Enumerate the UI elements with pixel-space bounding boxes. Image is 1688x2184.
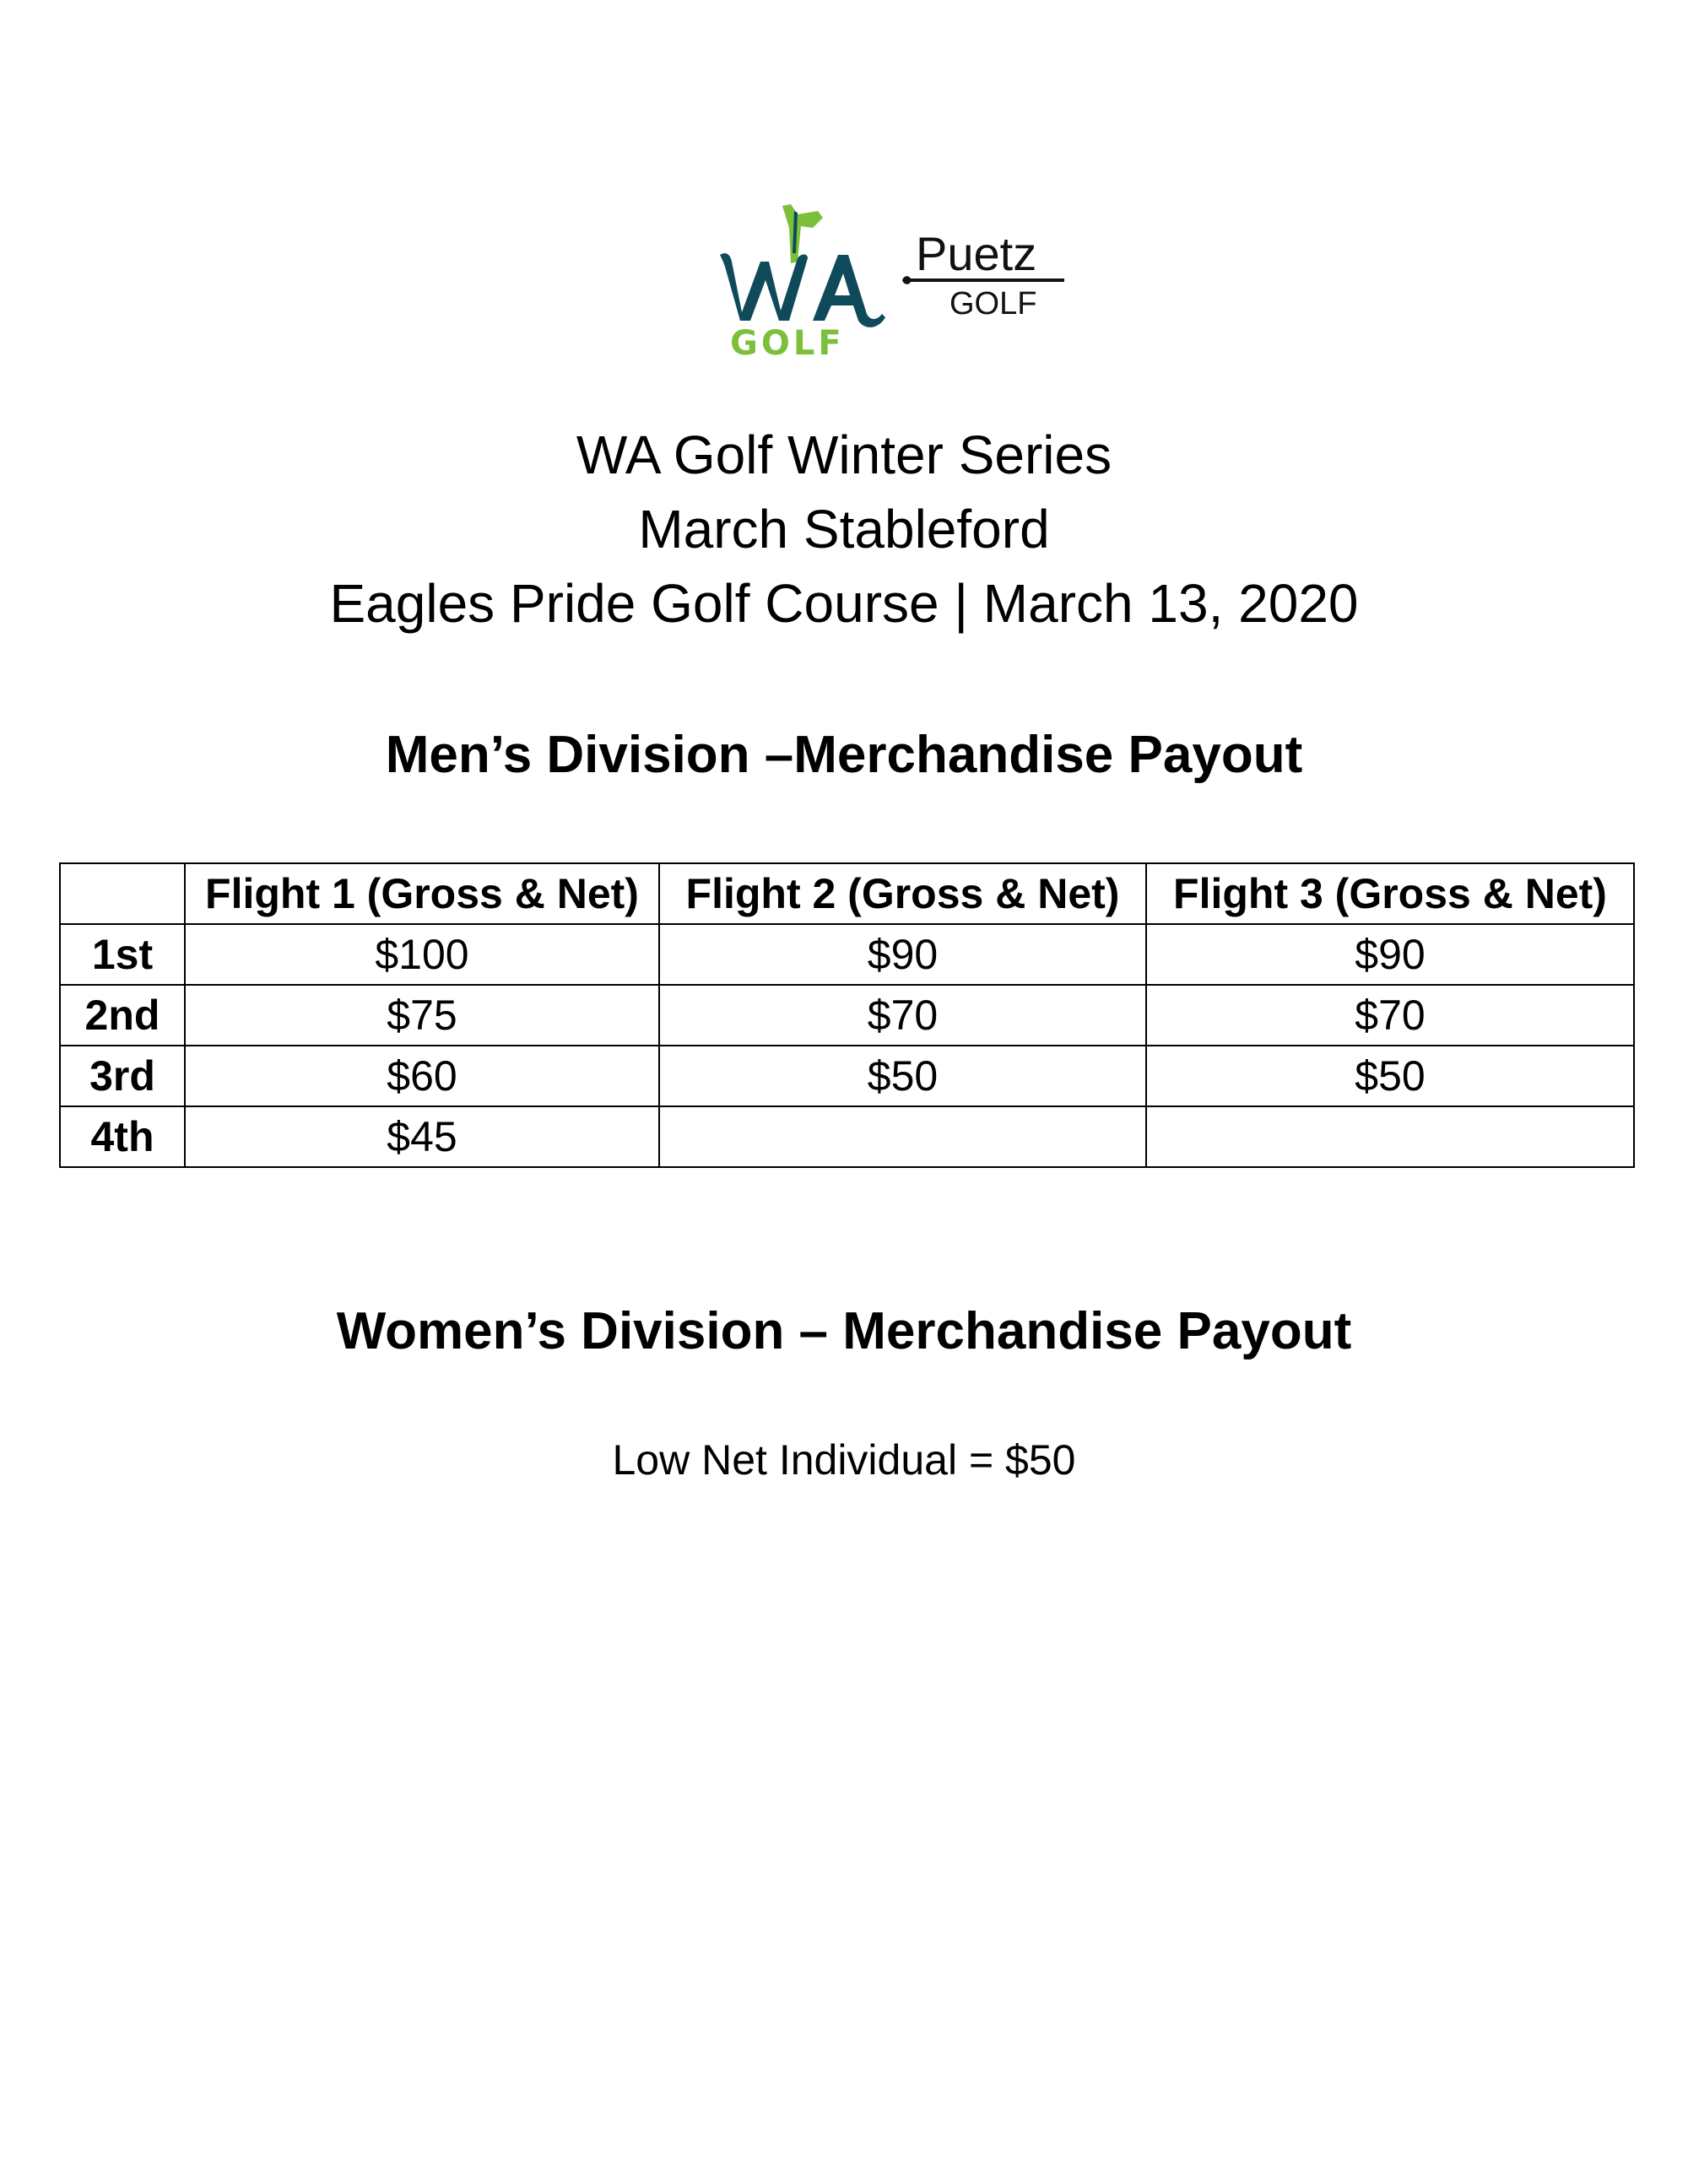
table-header-row — [60, 863, 1634, 924]
column-header-flight-3: Flight 3 (Gross & Net) — [1146, 863, 1634, 924]
payout-cell: $45 — [185, 1106, 659, 1167]
payout-cell — [1146, 1106, 1634, 1167]
wa-golf-logo-subtext: GOLF — [730, 324, 845, 363]
table-row — [60, 924, 1634, 985]
mens-payout-table — [59, 862, 1635, 1168]
column-header-place — [60, 863, 185, 924]
table-row — [60, 1046, 1634, 1106]
event-header — [0, 418, 1688, 641]
place-cell: 1st — [60, 924, 185, 985]
wa-golf-logo — [713, 203, 890, 363]
table-row — [60, 1106, 1634, 1167]
event-format: March Stableford — [638, 499, 1050, 560]
payout-cell: $75 — [185, 985, 659, 1046]
place-cell: 4th — [60, 1106, 185, 1167]
payout-cell: $100 — [185, 924, 659, 985]
payout-cell: $60 — [185, 1046, 659, 1106]
table-row — [60, 985, 1634, 1046]
series-title: WA Golf Winter Series — [576, 424, 1112, 485]
sponsor-logos — [713, 203, 1068, 371]
payout-cell: $90 — [1146, 924, 1634, 985]
course-and-date: Eagles Pride Golf Course | March 13, 2020 — [329, 573, 1359, 634]
place-cell: 2nd — [60, 985, 185, 1046]
puetz-golf-logo-text: Puetz — [916, 228, 1037, 280]
column-header-flight-2: Flight 2 (Gross & Net) — [659, 863, 1146, 924]
puetz-golf-logo-subtext: GOLF — [950, 286, 1037, 321]
payout-cell — [659, 1106, 1146, 1167]
mens-division-title: Men’s Division –Merchandise Payout — [385, 726, 1303, 784]
payout-cell: $70 — [659, 985, 1146, 1046]
womens-division-title: Women’s Division – Merchandise Payout — [336, 1302, 1352, 1360]
puetz-golf-logo — [899, 228, 1068, 321]
column-header-flight-1: Flight 1 (Gross & Net) — [185, 863, 659, 924]
payout-cell: $70 — [1146, 985, 1634, 1046]
place-cell: 3rd — [60, 1046, 185, 1106]
payout-cell: $50 — [659, 1046, 1146, 1106]
payout-cell: $90 — [659, 924, 1146, 985]
flag-icon — [782, 204, 823, 263]
womens-payout-note: Low Net Individual = $50 — [612, 1436, 1076, 1484]
payout-cell: $50 — [1146, 1046, 1634, 1106]
